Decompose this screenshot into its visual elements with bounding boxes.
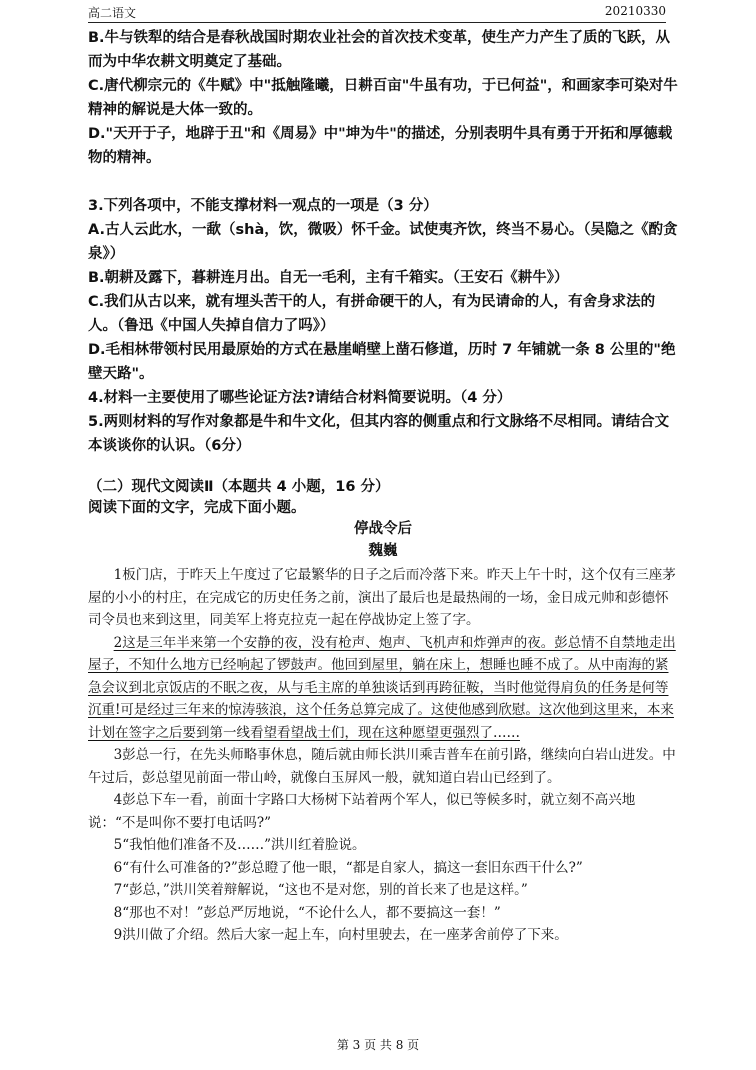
q3-option-d: D.毛相林带领村民用最原始的方式在悬崖峭壁上凿石修道，历时 7 年铺就一条 8 公里的"绝壁天路"。 bbox=[88, 342, 676, 382]
header-subject: 高二语文 bbox=[88, 6, 137, 20]
header-date: 20210330 bbox=[604, 4, 666, 18]
header-divider bbox=[88, 22, 666, 23]
story-title: 停战令后 bbox=[354, 521, 412, 537]
section-instruction: 阅读下面的文字，完成下面小题。 bbox=[88, 500, 306, 516]
story-paragraph-1: 1板门店，于昨天上午度过了它最繁华的日子之后而冷落下来。昨天上午十时，这个仅有三座茅屋的小小的村庄，在完成它的历史任务之前，演出了最后也是最热闹的一场，金日成元帅和彭德怀司令员也来到这里，同美军上将克拉克一起在停战协定上签了字。 bbox=[88, 567, 676, 628]
question-3 bbox=[88, 194, 678, 410]
section-heading: （二）现代文阅读Ⅱ（本题共 4 小题，16 分） bbox=[88, 479, 390, 495]
page-header bbox=[88, 4, 666, 18]
page-footer: 第 3 页 共 8 页 bbox=[336, 1038, 420, 1052]
question-2-options bbox=[88, 26, 678, 170]
story-paragraph-4: 4彭总下车一看，前面十字路口大杨树下站着两个军人，似已等候多时，就立刻不高兴地说：“不是叫你不要打电话吗?” bbox=[88, 792, 636, 831]
story-author: 魏巍 bbox=[368, 543, 398, 559]
q3-option-b: B.朝耕及露下，暮耕连月出。自无一毛利，主有千箱实。（王安石《耕牛》） bbox=[88, 270, 569, 286]
story-paragraph-7: 7“彭总，”洪川笑着辩解说，“这也不是对您，别的首长来了也是这样。” bbox=[113, 882, 528, 898]
story-paragraph-8: 8“那也不对！”彭总严厉地说，“不论什么人，都不要搞这一套！” bbox=[113, 904, 501, 921]
question-3-stem: 3.下列各项中，不能支撑材料一观点的一项是（3 分） bbox=[88, 198, 438, 214]
option-d: D."天开于子，地辟于丑"和《周易》中"坤为牛"的描述，分别表明牛具有勇于开拓和厚德载物的精神。 bbox=[88, 126, 673, 166]
question-5-text: 5.两则材料的写作对象都是牛和牛文化，但其内容的侧重点和行文脉络不尽相同。请结合文本谈谈你的认识。（6分） bbox=[88, 414, 670, 454]
option-c: C.唐代柳宗元的《牛赋》中"抵触隆曦，日耕百亩"牛虽有功，于已何益"，和画家李可染对牛精神的解说是大体一致的。 bbox=[88, 78, 678, 118]
question-4: 4.材料一主要使用了哪些论证方法?请结合材料简要说明。（4 分） bbox=[88, 390, 512, 406]
question-5 bbox=[88, 410, 678, 458]
q3-option-c: C.我们从古以来，就有埋头苦干的人，有拼命硬干的人，有为民请命的人，有舍身求法的人。（鲁迅《中国人失掉自信力了吗》） bbox=[88, 294, 656, 334]
q3-option-a: A.古人云此水，一歃（shà，饮，微吸）怀千金。试使夷齐饮，终当不易心。（吴隐之《酌贪泉》） bbox=[88, 222, 678, 262]
story-paragraph-6: 6“有什么可准备的?”彭总瞪了他一眼，“都是自家人，搞这一套旧东西干什么?” bbox=[113, 859, 583, 876]
story-paragraph-5: 5“我怕他们准备不及……”洪川红着脸说。 bbox=[113, 837, 366, 853]
story-paragraph-3: 3彭总一行，在先头师略事休息，随后就由师长洪川乘吉普车在前引路，继续向白岩山进发。中午过后，彭总望见前面一带山岭，就像白玉屏风一般，就知道白岩山已经到了。 bbox=[88, 747, 676, 786]
story-body bbox=[88, 564, 678, 947]
story-paragraph-2-underlined: 2这是三年半来第一个安静的夜，没有枪声、炮声、飞机声和炸弹声的夜。彭总情不自禁地走出屋子，不知什么地方已经响起了锣鼓声。他回到屋里，躺在床上，想睡也睡不成了。从中南海的紧急会议到北京饭店的不眠之夜，从与毛主席的单独谈话到再跨征鞍，当时他觉得肩负的任务是何等沉重!可是经过三年来的惊涛骇浪，这个任务总算完成了。这使他感到欣慰。这次他到这里来，本来计划在签字之后要到第一线看望看望战士们，现在这种愿望更强烈了…… bbox=[88, 634, 676, 741]
story-paragraph-9: 9洪川做了介绍。然后大家一起上车，向村里驶去，在一座茅舍前停了下来。 bbox=[113, 927, 568, 943]
option-b: B.牛与铁犁的结合是春秋战国时期农业社会的首次技术变革，使生产力产生了质的飞跃，从而为中华农耕文明奠定了基础。 bbox=[88, 30, 671, 70]
